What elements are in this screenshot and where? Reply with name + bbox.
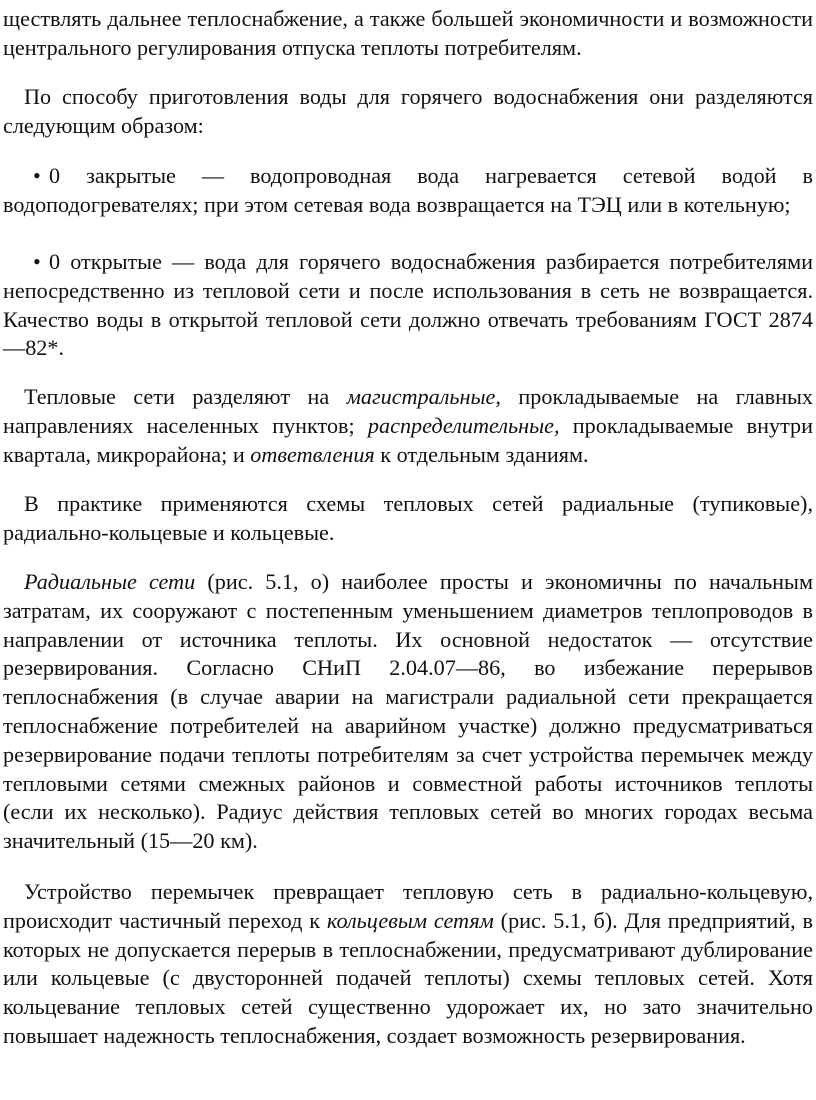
list-item-closed-text: 0 закрытые — водопроводная вода нагревается сетевой водой в водоподогревателях; при этом сетевая вода возвращается на ТЭЦ или в котельную; [3,163,813,217]
text-run: Тепловые сети разделяют на [24,384,347,409]
list-item-closed [3,162,813,220]
text-run: к отдельным зданиям. [374,441,589,467]
text-run: (рис. 5.1, б). Для предприятий, в которых не допускается перерыв в теплоснабжении, предусматривают дублирование или кольцевые (с двусторонней подачей теплоты) схемы тепловых сетей. Хотя кольцевание тепловых сетей существенно удорожает их, но зато значительно повышает надежность теплоснабжения, создает возможность резервирования. [3,907,813,1048]
paragraph-continuation: ществлять дальнее теплоснабжение, а также большей экономичности и возможности центрального регулирования отпуска теплоты потребителям. [3,6,813,60]
text-run: Устройство перемычек превращает тепловую сеть в радиально-кольцевую, происходит частичный переход к [3,879,813,933]
text-run: прокладываемые на главных направлениях населенных пунктов; [3,384,813,438]
text-run: прокладываемые внутри квартала, микрорайона; и [3,412,814,467]
list-item-open [3,248,813,363]
term-trunk: магистральные, [346,384,501,409]
term-distribution: распределительные, [367,412,560,438]
paragraph-schemes: В практике применяются схемы тепловых сетей радиальные (тупиковые), радиально-кольцевые и кольцевые. [3,491,813,545]
text-run: (рис. 5.1, о) наиболее просты и экономичны по начальным затратам, их сооружают с постепенным уменьшением диаметров теплопроводов в направлении от источника теплоты. Их основной недостаток — отсутствие резервирования. Согласно СНиП 2.04.07—86, во избежание перерывов теплоснабжения (в случае аварии на магистрали радиальной сети прекращается теплоснабжение потребителей на аварийном участке) должно предусматриваться резервирование подачи теплоты потребителям за счет устройства перемычек между тепловыми сетями смежных районов и совместной работы источников теплоты (если их несколько). Радиус действия тепловых сетей во многих городах весьма значительный (15—20 км). [3,569,814,854]
bullet-icon: • [33,163,41,188]
term-ring-networks: кольцевым сетям [326,907,494,933]
paragraph-water-supply-types: По способу приготовления воды для горячего водоснабжения они разделяются следующим образом: [3,84,813,138]
paragraph-radial-networks [3,568,813,856]
term-radial-networks: Радиальные сети [24,569,196,594]
term-branches: ответвления [250,441,375,467]
list-item-open-text: 0 открытые — вода для горячего водоснабжения разбирается потребителями непосредственно из тепловой сети и после использования в сеть не возвращается. Качество воды в открытой тепловой сети должно отвечать требованиям ГОСТ 2874—82*. [3,249,813,361]
bullet-icon: • [33,249,41,274]
paragraph-network-types [3,383,813,469]
paragraph-ring-networks [3,878,813,1051]
